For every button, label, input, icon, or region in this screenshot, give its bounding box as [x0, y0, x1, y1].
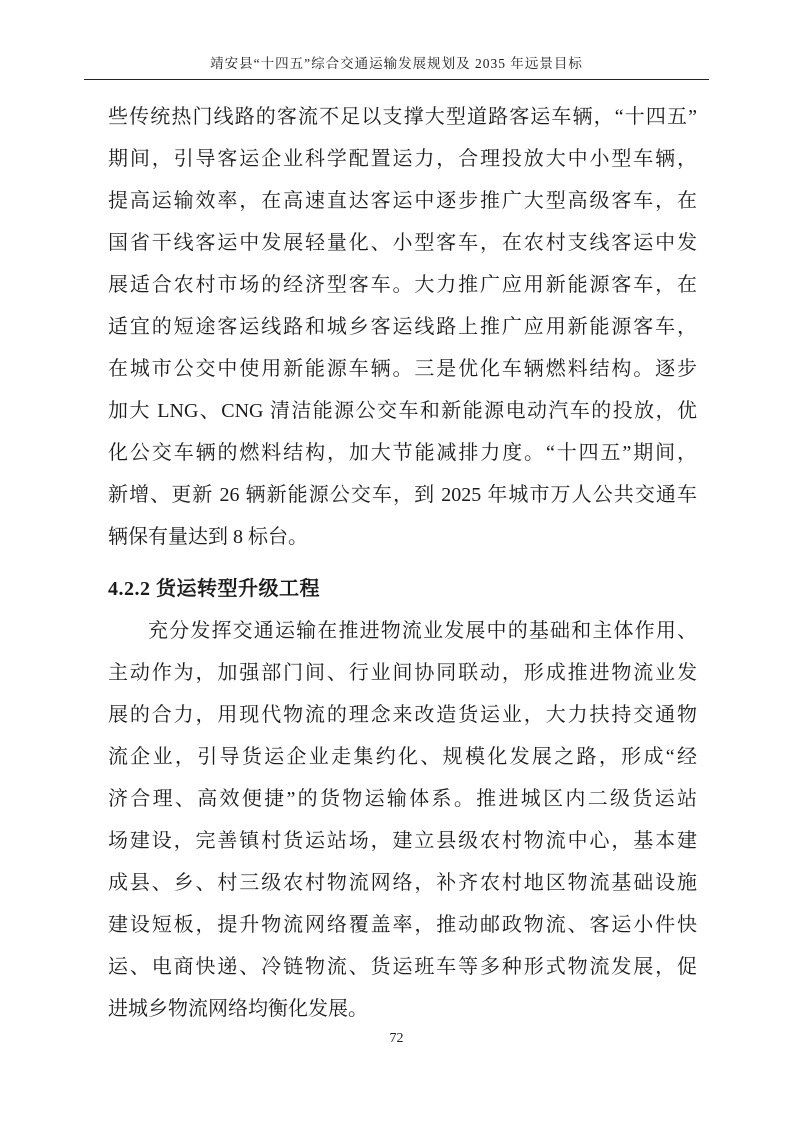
body-line: 期间，引导客运企业科学配置运力，合理投放大中小型车辆，	[108, 148, 697, 170]
body-line: 新增、更新 26 辆新能源公交车，到 2025 年城市万人公共交通车	[108, 484, 697, 506]
header-title: 靖安县“十四五”综合交通运输发展规划及 2035 年远景目标	[210, 56, 583, 71]
body-line: 充分发挥交通运输在推进物流业发展中的基础和主体作用、	[148, 620, 697, 642]
body-line: 进城乡物流网络均衡化发展。	[108, 998, 368, 1020]
body-line: 化公交车辆的燃料结构，加大节能减排力度。“十四五”期间，	[108, 442, 697, 464]
paragraph-freight-logistics	[108, 610, 697, 1030]
body-line: 建设短板，提升物流网络覆盖率，推动邮政物流、客运小件快	[108, 914, 697, 936]
body-line: 国省干线客运中发展轻量化、小型客车，在农村支线客运中发	[108, 232, 697, 254]
body-line: 运、电商快递、冷链物流、货运班车等多种形式物流发展，促	[108, 956, 697, 978]
body-line: 辆保有量达到 8 标台。	[108, 526, 308, 548]
section-heading: 4.2.2 货运转型升级工程	[108, 578, 320, 600]
body-line: 展适合农村市场的经济型客车。大力推广应用新能源客车，在	[108, 274, 697, 296]
body-line: 在城市公交中使用新能源车辆。三是优化车辆燃料结构。逐步	[108, 358, 697, 380]
body-line: 展的合力，用现代物流的理念来改造货运业，大力扶持交通物	[108, 704, 697, 726]
page-header	[84, 52, 709, 80]
body-line: 些传统热门线路的客流不足以支撑大型道路客运车辆，“十四五”	[108, 106, 697, 128]
body-line: 场建设，完善镇村货运站场，建立县级农村物流中心，基本建	[108, 830, 697, 852]
body-line: 成县、乡、村三级农村物流网络，补齐农村地区物流基础设施	[108, 872, 697, 894]
body-line: 加大 LNG、CNG 清洁能源公交车和新能源电动汽车的投放，优	[108, 400, 697, 422]
body-line: 适宜的短途客运线路和城乡客运线路上推广应用新能源客车，	[108, 316, 697, 338]
body-line: 济合理、高效便捷”的货物运输体系。推进城区内二级货运站	[108, 788, 697, 810]
page-body	[108, 96, 697, 1030]
body-line: 流企业，引导货运企业走集约化、规模化发展之路，形成“经	[108, 746, 697, 768]
body-line: 提高运输效率，在高速直达客运中逐步推广大型高级客车，在	[108, 190, 697, 212]
page-number: 72	[389, 1031, 404, 1046]
paragraph-passenger-transport	[108, 96, 697, 558]
page-footer	[0, 1031, 793, 1047]
body-line: 主动作为，加强部门间、行业间协同联动，形成推进物流业发	[108, 662, 697, 684]
